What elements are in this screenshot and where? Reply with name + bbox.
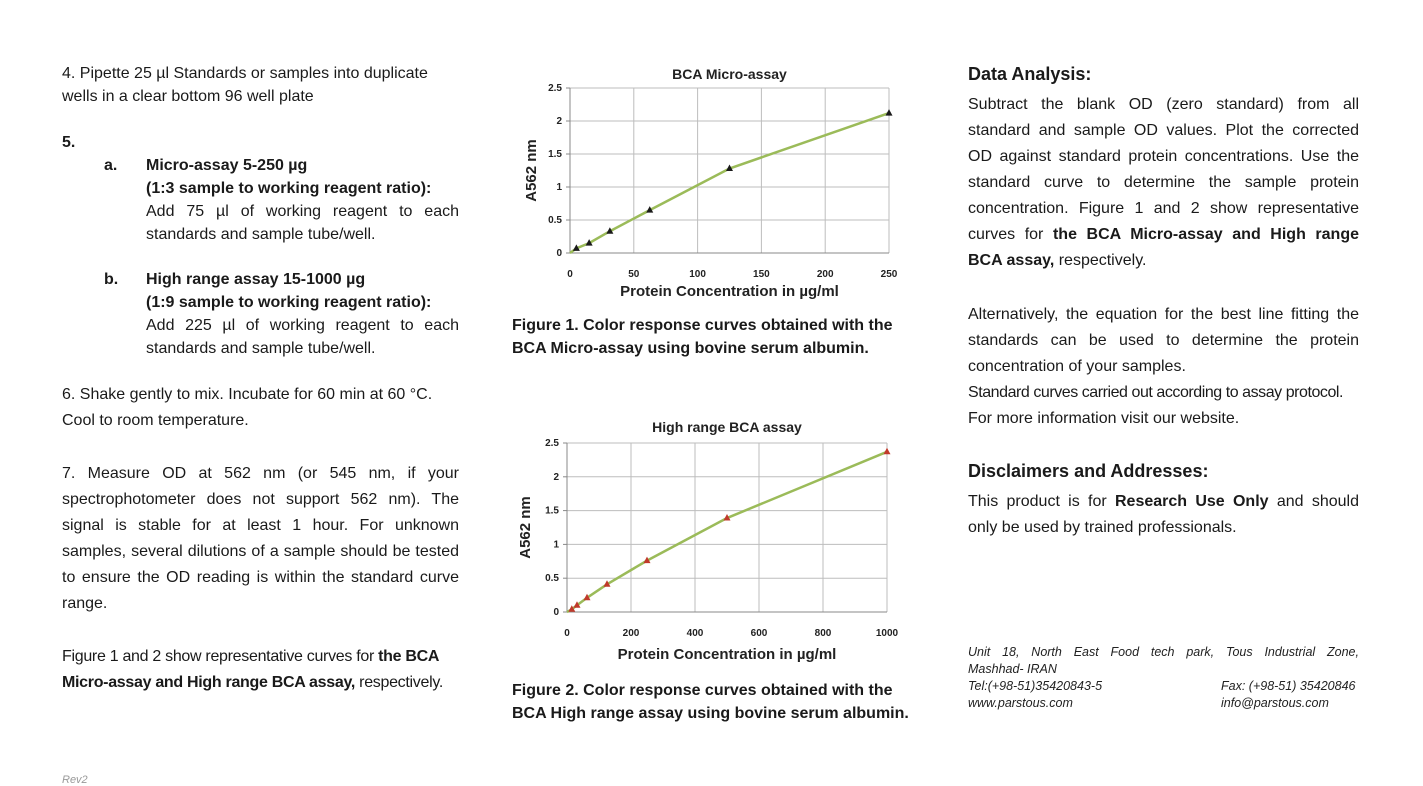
substep-a — [146, 154, 459, 246]
substep-b-marker: b. — [104, 271, 119, 288]
data-point — [884, 448, 891, 455]
y-tick-label: 1.5 — [548, 149, 562, 160]
data-analysis-tail: respectively. — [1054, 252, 1147, 269]
figure-note-text: Figure 1 and 2 show representative curves for — [62, 648, 379, 665]
email-link[interactable]: info@parstous.com — [1221, 696, 1329, 710]
website-note: For more information visit our website. — [968, 410, 1240, 427]
substep-a-ratio: (1:3 sample to working reagent ratio): — [146, 180, 432, 197]
y-tick-label: 0.5 — [545, 573, 559, 585]
step-6: 6. Shake gently to mix. Incubate for 60 min at 60 °C. Cool to room temperature. — [62, 386, 433, 429]
figure-note-bold: the BCA Micro-assay and High range BCA assay, — [62, 648, 439, 691]
contact-row-2 — [968, 695, 1359, 712]
series-line — [570, 113, 889, 253]
data-analysis-paragraph — [968, 92, 1359, 274]
data-analysis-text: Subtract the blank OD (zero standard) from all standard and sample OD values. Plot the corrected OD against standard protein concentrations. Use the standard curve to determine the sample protein concentration. Figure 1 and 2 show representative curves for — [968, 96, 1359, 243]
y-axis-label: A562 nm — [517, 496, 534, 559]
contact-row-1 — [968, 678, 1359, 695]
revision-label: Rev2 — [62, 774, 88, 786]
alternative-paragraph: Alternatively, the equation for the best line fitting the standards can be used to determine the protein concentration of your samples. — [968, 306, 1359, 375]
y-tick-label: 0.5 — [548, 215, 562, 226]
figure-note-tail: respectively. — [355, 674, 443, 691]
protocol-note: Standard curves carried out according to assay protocol. — [968, 384, 1344, 401]
y-tick-label: 0 — [553, 607, 559, 618]
series-line — [567, 452, 887, 612]
y-tick-label: 1 — [553, 539, 559, 551]
step-5: 5. — [62, 134, 76, 151]
substep-a-title: Micro-assay 5-250 µg — [146, 157, 308, 174]
x-tick-label: 0 — [567, 269, 573, 280]
data-point — [886, 109, 893, 116]
step-7: 7. Measure OD at 562 nm (or 545 nm, if your spectrophotometer does not support 562 nm). The signal is stable for at least 1 hour. For unknown samples, several dilutions of a sample should be tested to ensure the OD reading is within the standard curve range. — [62, 465, 459, 612]
substep-b-ratio: (1:9 sample to working reagent ratio): — [146, 294, 432, 311]
chart-micro-assay — [510, 60, 920, 305]
substep-a-text: Add 75 µl of working reagent to each standards and sample tube/well. — [146, 203, 459, 243]
address-line-2: Mashhad- IRAN — [968, 662, 1057, 676]
fax: Fax: (+98-51) 35420846 — [1221, 679, 1356, 693]
x-tick-label: 0 — [564, 628, 570, 639]
x-tick-label: 150 — [753, 269, 770, 280]
y-tick-label: 2 — [553, 471, 559, 483]
x-axis-label: Protein Concentration in µg/ml — [617, 646, 837, 663]
substep-a-marker: a. — [104, 157, 118, 174]
data-analysis-heading: Data Analysis: — [968, 64, 1092, 84]
substep-b-title: High range assay 15-1000 µg — [146, 271, 366, 288]
disclaimer-paragraph — [968, 489, 1359, 541]
y-tick-label: 2 — [556, 116, 562, 127]
disclaimer-text: This product is for — [968, 493, 1115, 510]
y-tick-label: 2.5 — [548, 83, 562, 94]
x-axis-label: Protein Concentration in µg/ml — [620, 283, 839, 300]
x-tick-label: 400 — [686, 628, 704, 639]
chart-title: BCA Micro-assay — [672, 66, 787, 82]
y-tick-label: 2.5 — [545, 438, 559, 449]
x-tick-label: 600 — [750, 628, 768, 639]
step-4: 4. Pipette 25 µl Standards or samples into duplicate wells in a clear bottom 96 well plate — [62, 65, 428, 105]
y-axis-label: A562 nm — [523, 139, 540, 202]
telephone: Tel:(+98-51)35420843-5 — [968, 679, 1103, 693]
substep-b-text: Add 225 µl of working reagent to each standards and sample tube/well. — [146, 317, 459, 357]
address-line-1: Unit 18, North East Food tech park, Tous Industrial Zone, — [968, 645, 1359, 659]
x-tick-label: 50 — [628, 269, 640, 280]
data-analysis-bold: the BCA Micro-assay and High range BCA assay, — [968, 226, 1360, 269]
chart-high-range-assay — [510, 412, 920, 670]
disclaimer-tail: and should only be used by trained professionals. — [968, 493, 1359, 536]
figure-note — [62, 644, 459, 696]
x-tick-label: 200 — [816, 269, 834, 280]
address-block — [968, 644, 1359, 712]
y-tick-label: 1 — [556, 182, 562, 193]
chart-title: High range BCA assay — [652, 419, 802, 435]
x-tick-label: 1000 — [875, 628, 899, 639]
disclaimers-heading: Disclaimers and Addresses: — [968, 461, 1209, 481]
x-tick-label: 800 — [814, 628, 832, 639]
x-tick-label: 100 — [689, 269, 706, 280]
substep-b — [146, 268, 459, 360]
figure-1-caption: Figure 1. Color response curves obtained with the BCA Micro-assay using bovine serum albumin. — [512, 317, 893, 357]
disclaimer-bold: Research Use Only — [1115, 493, 1269, 510]
website-link[interactable]: www.parstous.com — [968, 696, 1073, 710]
y-tick-label: 0 — [556, 248, 562, 259]
x-tick-label: 250 — [880, 269, 898, 280]
x-tick-label: 200 — [622, 628, 640, 639]
figure-2-caption: Figure 2. Color response curves obtained with the BCA High range assay using bovine serum albumin. — [512, 682, 909, 722]
y-tick-label: 1.5 — [545, 505, 559, 517]
